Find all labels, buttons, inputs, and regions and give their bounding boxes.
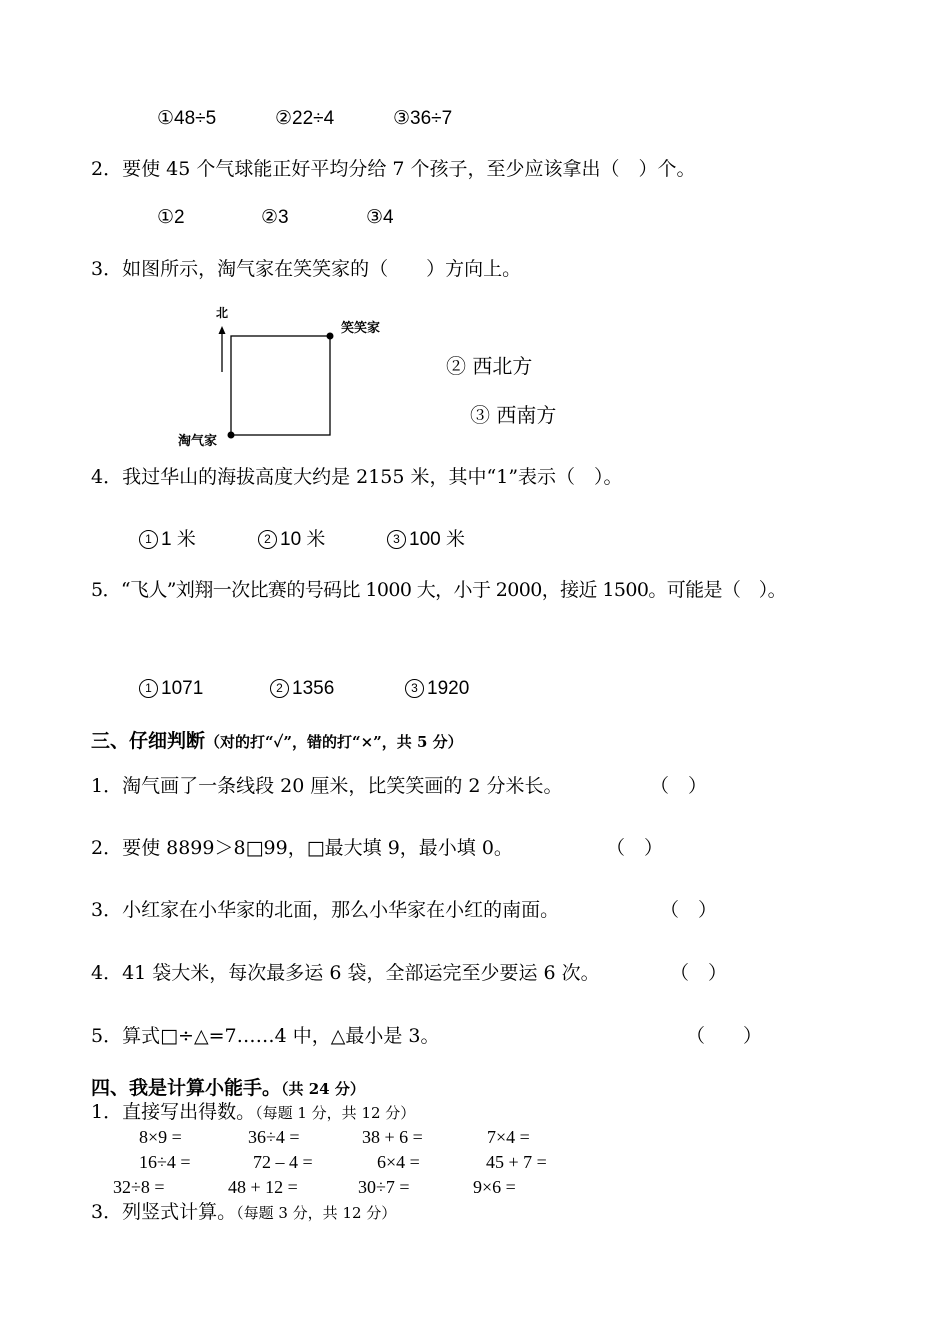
calc-1-2: 36÷4 = (248, 1127, 300, 1147)
judge-2-text: 2．要使 8899＞8□99，□最大填 9，最小填 0。 (91, 837, 513, 859)
route-square (231, 336, 330, 435)
q1-option-2: ②22÷4 (275, 108, 335, 129)
calc-2-1: 16÷4 = (139, 1152, 191, 1172)
q2-text: 2．要使 45 个气球能正好平均分给 7 个孩子，至少应该拿出（ ）个。 (91, 158, 696, 180)
judge-4-text: 4．41 袋大米，每次最多运 6 袋，全部运完至少要运 6 次。 (91, 962, 600, 984)
q3-text: 3．如图所示，淘气家在笑笑家的（ ）方向上。 (91, 258, 522, 280)
section3-heading: 三、仔细判断（对的打“✓”，错的打“×”，共 5 分） (91, 730, 463, 752)
calc-2-4: 45 + 7 = (486, 1152, 547, 1172)
calc-3-2: 48 + 12 = (228, 1177, 298, 1197)
calc-1-1: 8×9 = (139, 1127, 182, 1147)
north-label: 北 (216, 306, 229, 320)
q3-option-3: ③ 西南方 (470, 403, 557, 427)
circle-number-1: 1 (139, 530, 158, 549)
circle-number-2: 2 (270, 679, 289, 698)
q2-option-3: ③4 (366, 207, 394, 228)
q5-text: 5．“飞人”刘翔一次比赛的号码比 1000 大，小于 2000，接近 1500。可能是（ ）。 (91, 579, 787, 601)
circle-number-3: 3 (405, 679, 424, 698)
calc-2-2: 72 – 4 = (253, 1152, 313, 1172)
calc-1-4: 7×4 = (487, 1127, 530, 1147)
xiaoxiao-home-dot (327, 333, 334, 340)
judge-3-blank: （ ） (660, 899, 718, 921)
judge-5-text: 5．算式□÷△=7……4 中，△最小是 3。 (91, 1025, 440, 1047)
q2-option-1: ①2 (157, 207, 185, 228)
calc-3-1: 32÷8 = (113, 1177, 165, 1197)
circle-number-3: 3 (387, 530, 406, 549)
north-arrow-head (219, 326, 226, 334)
calc-1-3: 38 + 6 = (362, 1127, 423, 1147)
q5-option-3: 3 1920 (405, 677, 469, 701)
q3-option-2: ② 西北方 (446, 354, 533, 378)
circle-number-2: 2 (258, 530, 277, 549)
q4-option-3: 3 100 米 (387, 528, 465, 552)
calc-3-4: 9×6 = (473, 1177, 516, 1197)
judge-5-blank: （ ） (686, 1025, 763, 1047)
section4-heading: 四、我是计算小能手。（共 24 分） (91, 1077, 365, 1099)
q4-text: 4．我过华山的海拔高度大约是 2155 米，其中“1”表示（ ）。 (91, 466, 623, 488)
xiaoxiao-home-label: 笑笑家 (341, 321, 381, 336)
judge-4-blank: （ ） (670, 962, 728, 984)
judge-1-text: 1．淘气画了一条线段 20 厘米，比笑笑画的 2 分米长。 (91, 775, 563, 797)
q4-option-2: 2 10 米 (258, 528, 325, 552)
judge-2-blank: （ ） (606, 837, 664, 859)
direction-diagram (170, 302, 410, 452)
judge-1-blank: （ ） (650, 775, 708, 797)
taoqi-home-dot (228, 432, 235, 439)
q4-option-1: 1 1 米 (139, 528, 196, 552)
sub1-heading: 1．直接写出得数。（每题 1 分，共 12 分） (91, 1101, 416, 1123)
circle-number-1: 1 (139, 679, 158, 698)
q1-option-3: ③36÷7 (393, 108, 453, 129)
q5-option-1: 1 1071 (139, 677, 203, 701)
sub3-heading: 3．列竖式计算。（每题 3 分，共 12 分） (91, 1201, 397, 1223)
q2-option-2: ②3 (261, 207, 289, 228)
q1-option-1: ①48÷5 (157, 108, 217, 129)
taoqi-home-label: 淘气家 (178, 434, 218, 449)
q5-option-2: 2 1356 (270, 677, 334, 701)
calc-2-3: 6×4 = (377, 1152, 420, 1172)
calc-3-3: 30÷7 = (358, 1177, 410, 1197)
judge-3-text: 3．小红家在小华家的北面，那么小华家在小红的南面。 (91, 899, 560, 921)
